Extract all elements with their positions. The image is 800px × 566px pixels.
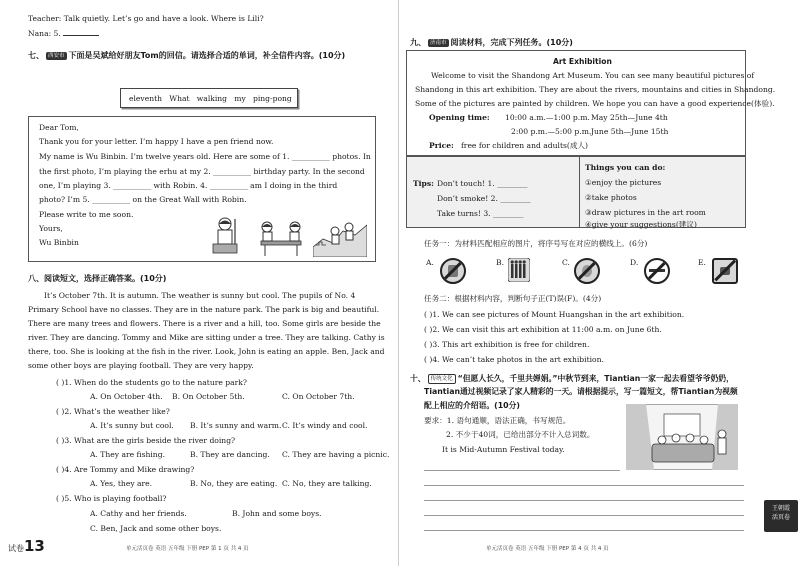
thing-item: ②take photos — [585, 193, 637, 202]
ping-pong-picture — [255, 219, 307, 257]
requirement-2: 2. 不少于40词，已给出部分不计入总词数。 — [446, 430, 595, 439]
option-a[interactable]: A. Yes, they are. — [90, 479, 153, 488]
tips-label: Tips: — [413, 179, 434, 188]
option-b[interactable]: B. It’s sunny and warm. — [190, 421, 282, 430]
section-10-instruction: Tiantian通过视频记录了家人精彩的一天。请根据提示，写一篇短文，帮Tiantian为视频 — [424, 387, 738, 396]
price-label: Price: — [429, 141, 454, 150]
page-footer: 单元活页卷 英语 五年级 下册 PEP 第 1 页 共 4 页 — [126, 546, 249, 552]
left-page — [0, 0, 398, 566]
thing-item: ①enjoy the pictures — [585, 178, 662, 187]
writing-line[interactable] — [424, 530, 744, 531]
culture-tag: 传统文化 — [428, 374, 456, 384]
notice-line: Some of the pictures are painted by children. We hope you can have a good experience(体验). — [415, 99, 775, 108]
city-tag: 济南市 — [430, 39, 447, 46]
opening-time-1: 10:00 a.m.—1:00 p.m. — [505, 113, 590, 122]
page-number: 试卷13 — [8, 537, 45, 555]
option-a[interactable]: A. Cathy and her friends. — [90, 509, 187, 518]
option-c[interactable]: C. Ben, Jack and some other boys. — [90, 524, 222, 533]
writing-starter: It is Mid-Autumn Festival today. — [442, 445, 565, 454]
letter-line: one, I’m playing 3. __________ with Robin. 4. __________ am I doing in the third — [39, 181, 338, 190]
letter-line: the first photo, I’m playing the erhu at my 2. __________ birthday party. In the second — [39, 167, 365, 176]
tips-box — [406, 156, 746, 228]
dialogue-teacher: Teacher: Talk quietly. Let’s go and have a look. Where is Lili? — [28, 14, 264, 23]
task-2: 任务二：根据材料内容，判断句子正(T)误(F)。(4分) — [424, 294, 602, 303]
option-b[interactable]: B. They are dancing. — [190, 450, 270, 459]
tip-item: Don’t smoke! 2. ________ — [437, 194, 531, 203]
passage-line: some other boys are playing football. They are very happy. — [28, 361, 254, 370]
opening-date-1: May 25th—June 4th — [591, 113, 668, 122]
section-10-instruction: 配上相应的介绍语。(10分) — [424, 401, 520, 410]
letter-line: Yours, — [39, 224, 63, 233]
option-c[interactable]: C. It’s windy and cool. — [282, 421, 368, 430]
question-3[interactable]: ( )3. What are the girls beside the river doing? — [56, 436, 236, 445]
option-b[interactable]: B. No, they are eating. — [190, 479, 278, 488]
no-smoking-sign-icon — [644, 258, 670, 284]
city-tag: 西安市 — [48, 52, 65, 59]
things-title: Things you can do: — [585, 163, 666, 172]
question-2[interactable]: ( )2. What’s the weather like? — [56, 407, 170, 416]
icon-letter: D. — [630, 258, 639, 267]
tf-item[interactable]: ( )3. This art exhibition is free for children. — [424, 340, 590, 349]
tip-item: Take turns! 3. ________ — [437, 209, 524, 218]
exhibition-notice — [406, 50, 776, 156]
icon-letter: A. — [426, 258, 434, 267]
no-food-sign-icon — [574, 258, 600, 284]
tf-item[interactable]: ( )1. We can see pictures of Mount Huangshan in the art exhibition. — [424, 310, 685, 319]
passage-line: It’s October 7th. It is autumn. The weather is sunny but cool. The pupils of No. 4 — [44, 291, 356, 300]
letter-line: Thank you for your letter. I’m happy I have a pen friend now. — [39, 137, 274, 146]
question-5[interactable]: ( )5. Who is playing football? — [56, 494, 167, 503]
option-a[interactable]: A. They are fishing. — [90, 450, 165, 459]
passage-line: There are many trees and flowers. There is a river and a hill, too. Some girls are beside the — [28, 319, 381, 328]
notice-title: Art Exhibition — [553, 57, 612, 66]
option-c[interactable]: C. No, they are talking. — [282, 479, 372, 488]
section-9-heading: 九、 济南市 阅读材料，完成下列任务。(10分) — [410, 38, 573, 47]
price-text: free for children and adults(成人) — [461, 141, 589, 150]
answer-blank[interactable] — [63, 27, 99, 36]
erhu-player-picture — [205, 215, 245, 257]
option-b[interactable]: B. On October 5th. — [172, 392, 245, 401]
section-8-heading: 八、阅读短文，选择正确答案。(10分) — [28, 274, 167, 283]
corner-marks — [438, 556, 488, 560]
task-1: 任务一：为材料匹配相应的图片，将序号写在对应的横线上。(6分) — [424, 239, 648, 248]
right-page — [398, 0, 800, 566]
passage-line: Primary School have no classes. They are in the nature park. The park is big and beautiful. — [28, 305, 380, 314]
letter-line: Dear Tom, — [39, 123, 79, 132]
dialogue-nana: Nana: 5. — [28, 27, 99, 38]
writing-line[interactable] — [424, 470, 620, 471]
option-b[interactable]: B. John and some boys. — [232, 509, 322, 518]
notice-line: Shandong in this art exhibition. They are about the rivers, mountains and cities in Shandong. — [415, 85, 776, 94]
passage-line: river. They are dancing. Tommy and Mike are sitting under a tree. They are talking. Cathy is — [28, 333, 385, 342]
question-4[interactable]: ( )4. Are Tommy and Mike drawing? — [56, 465, 195, 474]
writing-line[interactable] — [424, 485, 744, 486]
icon-letter: B. — [496, 258, 504, 267]
thing-item: ③draw pictures in the art room — [585, 208, 706, 217]
opening-time-2: 2:00 p.m.—5:00 p.m. — [511, 127, 592, 136]
section-10-heading: 十、 传统文化 “但愿人长久，千里共婵娟。”中秋节到来，Tiantian一家一起去看望爷爷奶奶， — [410, 374, 734, 383]
opening-time-label: Opening time: — [429, 113, 490, 122]
notice-line: Welcome to visit the Shandong Art Museum. You can see many beautiful pictures of — [431, 71, 755, 80]
no-camera-sign-icon — [712, 258, 738, 284]
word-bank-text: eleventh What walking my ping-pong — [129, 94, 292, 103]
icon-letter: C. — [562, 258, 570, 267]
letter-signature: Wu Binbin — [39, 238, 79, 247]
section-7-heading: 七、 西安市 下面是吴斌给好朋友Tom的回信。请选择合适的单词，补全信件内容。(10分) — [28, 51, 346, 60]
letter-line: My name is Wu Binbin. I’m twelve years old. Here are some of 1. __________ photos. In — [39, 152, 371, 161]
tf-item[interactable]: ( )2. We can visit this art exhibition at 11:00 a.m. on June 6th. — [424, 325, 662, 334]
corner-marks — [26, 556, 76, 560]
tf-item[interactable]: ( )4. We can’t take photos in the art exhibition. — [424, 355, 604, 364]
letter-line: photo? I’m 5. __________ on the Great Wall with Robin. — [39, 195, 247, 204]
opening-date-2: June 5th—June 15th — [591, 127, 669, 136]
family-picture — [626, 404, 738, 470]
writing-line[interactable] — [424, 515, 744, 516]
writing-line[interactable] — [424, 500, 744, 501]
brand-badge: 王朝霞 活页卷 — [764, 500, 798, 532]
page-footer: 单元活页卷 英语 五年级 下册 PEP 第 4 页 共 4 页 — [486, 546, 609, 552]
letter-box — [28, 116, 376, 262]
icon-letter: E. — [698, 258, 706, 267]
great-wall-picture — [313, 217, 367, 257]
thing-item: ④give your suggestions(建议) — [585, 220, 697, 229]
tip-item: Don’t touch! 1. ________ — [437, 179, 528, 188]
queue-people-icon — [508, 258, 530, 282]
letter-line: Please write to me soon. — [39, 210, 134, 219]
passage-line: there, too. She is looking at the fish in the river. Look, John is eating an apple. Ben, Jack and — [28, 347, 385, 356]
option-a[interactable]: A. On October 4th. — [90, 392, 163, 401]
no-touch-sign-icon — [440, 258, 466, 284]
option-c[interactable]: C. They are having a picnic. — [282, 450, 390, 459]
option-a[interactable]: A. It’s sunny but cool. — [90, 421, 174, 430]
requirement-1: 要求：1. 语句通顺，语法正确，书写规范。 — [424, 416, 571, 425]
option-c[interactable]: C. On October 7th. — [282, 392, 355, 401]
word-bank — [120, 88, 298, 108]
question-1[interactable]: ( )1. When do the students go to the nature park? — [56, 378, 247, 387]
